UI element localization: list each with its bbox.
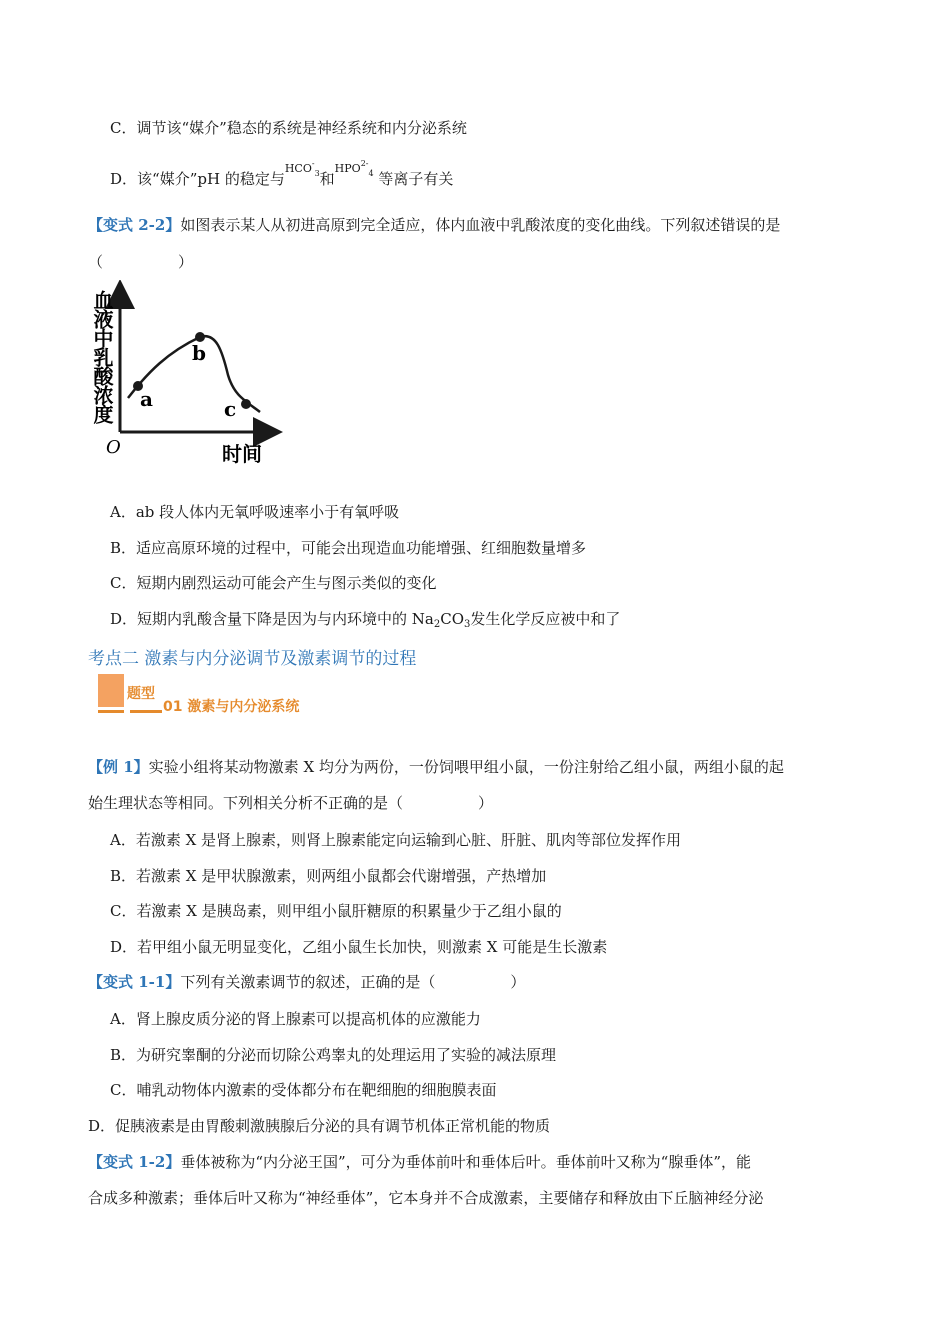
option-d-prev bbox=[110, 159, 454, 196]
example-1-option-c: C．若激素 X 是胰岛素，则甲组小鼠肝糖原的积累量少于乙组小鼠的 bbox=[110, 902, 562, 920]
ion-hpo4-sub: 4 bbox=[368, 169, 374, 178]
ion-hco3-sub: 3 bbox=[314, 169, 320, 178]
example-1-text-1: 实验小组将某动物激素 X 均分为两份，一份饲喂甲组小鼠，一份注射给乙组小鼠，两组小鼠的起 bbox=[148, 758, 784, 776]
variant-1-2-text-1: 垂体被称为“内分泌王国”，可分为垂体前叶和垂体后叶。垂体前叶又称为“腺垂体”，能 bbox=[180, 1153, 752, 1171]
ion-hco3 bbox=[284, 159, 320, 178]
variant-1-1-tag: 【变式 1-1】 bbox=[88, 973, 181, 991]
variant-1-1-stem bbox=[88, 972, 525, 992]
ion-hco3-sup: - bbox=[311, 159, 315, 168]
option-d-prev-pre: D．该“媒介”pH 的稳定与 bbox=[110, 170, 285, 188]
na-subscript: 2 bbox=[433, 619, 441, 630]
x-axis-label: 时间 bbox=[222, 442, 262, 466]
ion-hpo4-sup: 2- bbox=[360, 159, 369, 168]
variant-2-2-paren: （ ） bbox=[88, 253, 194, 271]
lactate-chart bbox=[88, 280, 288, 470]
variant-1-1-option-a: A．肾上腺皮质分泌的肾上腺素可以提高机体的应激能力 bbox=[110, 1010, 481, 1028]
variant-2-2-text: 如图表示某人从初进高原到完全适应，体内血液中乳酸浓度的变化曲线。下列叙述错误的是 bbox=[180, 216, 781, 234]
example-1-stem-2: 始生理状态等相同。下列相关分析不正确的是（ ） bbox=[88, 794, 494, 812]
variant-2-2-option-a: A．ab 段人体内无氧呼吸速率小于有氧呼吸 bbox=[110, 503, 400, 521]
variant-1-1-option-c: C．哺乳动物体内激素的受体都分布在靶细胞的细胞膜表面 bbox=[110, 1081, 497, 1099]
tag-underline-right bbox=[130, 710, 162, 713]
y-axis-label: 血液中乳酸浓度 bbox=[90, 290, 114, 423]
variant-2-2-option-b: B．适应高原环境的过程中，可能会出现造血功能增强、红细胞数量增多 bbox=[110, 539, 587, 557]
option-d-prev-post: 等离子有关 bbox=[378, 170, 454, 188]
section-heading: 考点二 激素与内分泌调节及激素调节的过程 bbox=[88, 649, 417, 669]
variant-1-1-option-d: D．促胰液素是由胃酸刺激胰腺后分泌的具有调节机体正常机能的物质 bbox=[88, 1117, 551, 1135]
tag-underline-left bbox=[98, 710, 124, 713]
point-c bbox=[241, 399, 251, 409]
variant-1-2-line-1 bbox=[88, 1152, 751, 1172]
variant-1-1-text: 下列有关激素调节的叙述，正确的是（ ） bbox=[180, 973, 526, 991]
variant-2-2-tag: 【变式 2-2】 bbox=[88, 216, 181, 234]
ion-and: 和 bbox=[319, 170, 335, 188]
option-d-pre: D．短期内乳酸含量下降是因为与内环境中的 Na bbox=[110, 610, 434, 628]
ion-hpo4 bbox=[334, 159, 374, 178]
option-d-post: 发生化学反应被中和了 bbox=[470, 610, 621, 628]
point-b-label: b bbox=[192, 341, 206, 365]
example-1-option-b: B．若激素 X 是甲状腺激素，则两组小鼠都会代谢增强，产热增加 bbox=[110, 867, 547, 885]
variant-1-2-line-2: 合成多种激素；垂体后叶又称为“神经垂体”，它本身并不合成激素，主要储存和释放由下丘脑神经分泌 bbox=[88, 1189, 764, 1207]
variant-1-1-option-b: B．为研究睾酮的分泌而切除公鸡睾丸的处理运用了实验的减法原理 bbox=[110, 1046, 557, 1064]
co-text: CO bbox=[440, 610, 465, 628]
tag-subtitle: 01 激素与内分泌系统 bbox=[163, 699, 300, 715]
point-c-label: c bbox=[224, 397, 237, 421]
option-c-prev: C．调节该“媒介”稳态的系统是神经系统和内分泌系统 bbox=[110, 119, 467, 137]
variant-1-2-tag: 【变式 1-2】 bbox=[88, 1153, 181, 1171]
example-1-tag: 【例 1】 bbox=[88, 758, 149, 776]
tag-title: 题型 bbox=[127, 686, 155, 702]
point-a-label: a bbox=[140, 387, 153, 411]
origin-label: O bbox=[106, 437, 121, 458]
ion-hco3-base: HCO bbox=[284, 162, 312, 175]
co3-subscript: 3 bbox=[464, 619, 471, 630]
tag-block bbox=[98, 674, 124, 707]
ion-hpo4-base: HPO bbox=[334, 162, 361, 175]
example-1-option-a: A．若激素 X 是肾上腺素，则肾上腺素能定向运输到心脏、肝脏、肌肉等部位发挥作用 bbox=[110, 831, 682, 849]
variant-2-2-option-c: C．短期内剧烈运动可能会产生与图示类似的变化 bbox=[110, 574, 437, 592]
example-1-stem-1 bbox=[88, 757, 784, 777]
variant-2-2-option-d bbox=[110, 609, 620, 635]
variant-2-2-stem bbox=[88, 215, 780, 235]
example-1-option-d: D．若甲组小鼠无明显变化，乙组小鼠生长加快，则激素 X 可能是生长激素 bbox=[110, 938, 608, 956]
